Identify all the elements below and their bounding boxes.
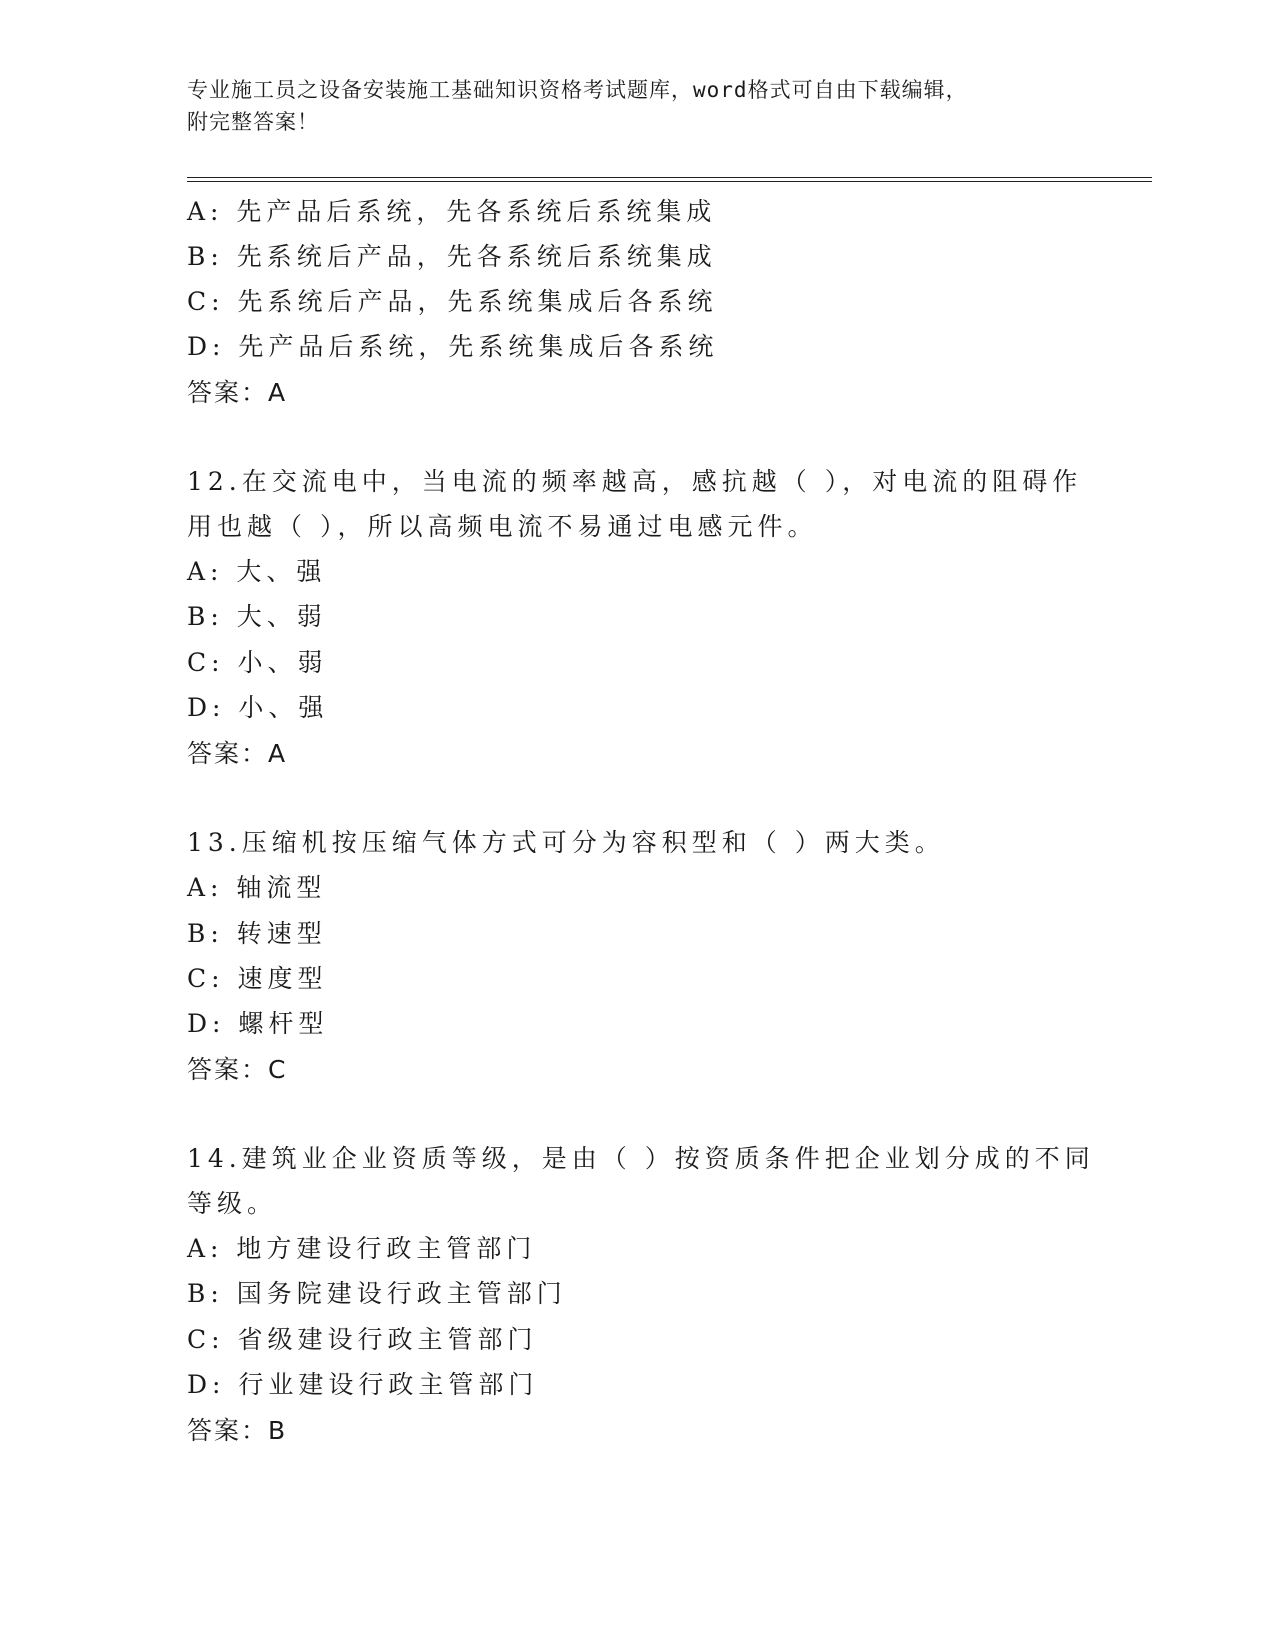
q13-option-c: C: 速度型 <box>187 964 328 993</box>
q11-option-c: C: 先系统后产品，先系统集成后各系统 <box>187 287 718 316</box>
q13-option-a: A: 轴流型 <box>187 873 327 902</box>
q14-option-c: C: 省级建设行政主管部门 <box>187 1325 538 1354</box>
q14-stem-line-1: 14.建筑业企业资质等级，是由（ ）按资质条件把企业划分成的不同 <box>187 1144 1095 1173</box>
q14-option-d: D: 行业建设行政主管部门 <box>187 1370 539 1399</box>
q13-stem-line-1: 13.压缩机按压缩气体方式可分为容积型和（ ）两大类。 <box>187 828 945 857</box>
q13-answer: 答案：C <box>187 1055 288 1084</box>
q12-answer: 答案：A <box>187 739 288 768</box>
q12-option-c: C: 小、弱 <box>187 648 328 677</box>
header-line-1: 专业施工员之设备安装施工基础知识资格考试题库，word格式可自由下载编辑， <box>187 78 968 102</box>
header-rule-top <box>187 177 1152 178</box>
q14-option-b: B: 国务院建设行政主管部门 <box>187 1279 567 1308</box>
q14-option-a: A: 地方建设行政主管部门 <box>187 1234 537 1263</box>
q13-option-b: B: 转速型 <box>187 919 327 948</box>
header-rule-bottom <box>187 181 1152 182</box>
q12-option-b: B: 大、弱 <box>187 602 327 631</box>
q11-option-b: B: 先系统后产品，先各系统后系统集成 <box>187 242 717 271</box>
q12-option-a: A: 大、强 <box>187 557 327 586</box>
q14-stem-line-2: 等级。 <box>187 1189 278 1218</box>
q12-stem-line-1: 12.在交流电中，当电流的频率越高，感抗越（ ），对电流的阻碍作 <box>187 467 1083 496</box>
q12-option-d: D: 小、强 <box>187 693 329 722</box>
q11-option-a: A: 先产品后系统，先各系统后系统集成 <box>187 197 717 226</box>
q12-stem-line-2: 用也越（ ），所以高频电流不易通过电感元件。 <box>187 512 818 541</box>
header-line-2: 附完整答案！ <box>187 110 319 134</box>
q11-answer: 答案：A <box>187 378 288 407</box>
q13-option-d: D: 螺杆型 <box>187 1009 329 1038</box>
q14-answer: 答案：B <box>187 1416 288 1445</box>
q11-option-d: D: 先产品后系统，先系统集成后各系统 <box>187 332 719 361</box>
document-header <box>187 74 1067 138</box>
